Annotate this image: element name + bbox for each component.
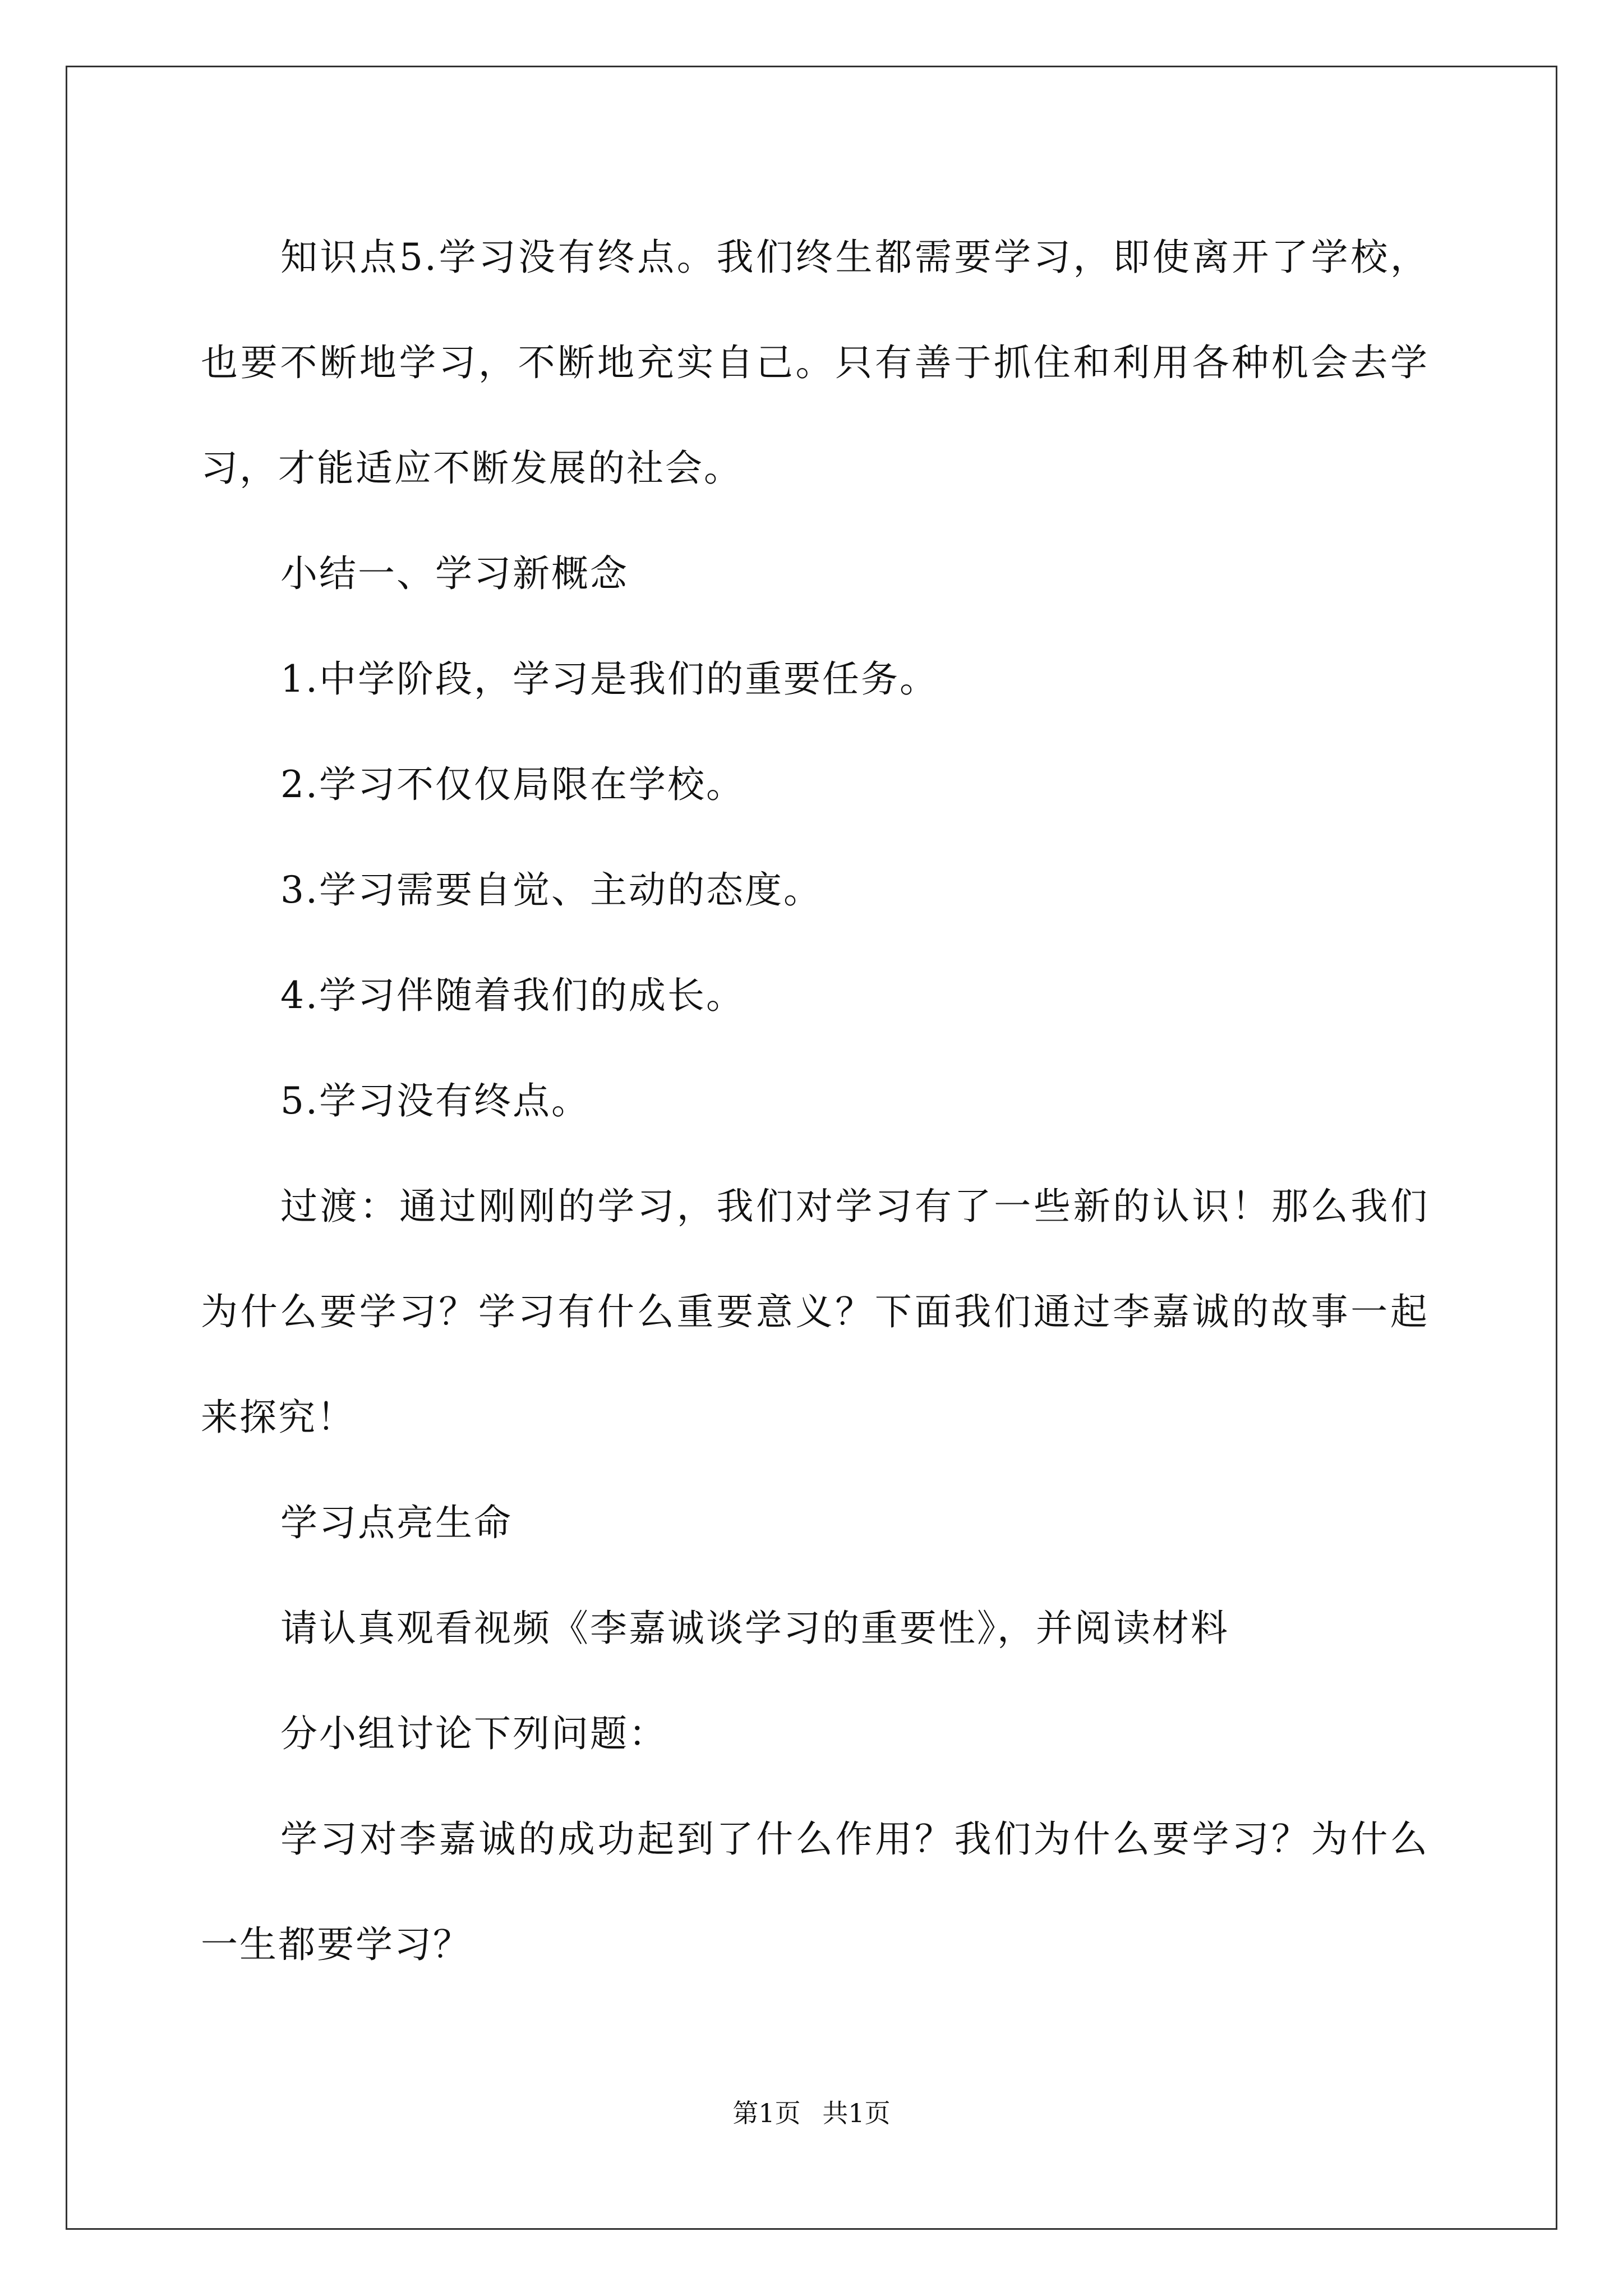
paragraph: 4.学习伴随着我们的成长。 bbox=[280, 974, 745, 1017]
paragraph: 2.学习不仅仅局限在学校。 bbox=[280, 763, 745, 806]
paragraph: 小结一、学习新概念 bbox=[280, 552, 629, 595]
paragraph: 1.中学阶段，学习是我们的重要任务。 bbox=[280, 657, 938, 701]
paragraph: 学习对李嘉诚的成功起到了什么作用？我们为什么要学习？为什么一生都要学习？ bbox=[201, 1818, 1429, 1966]
total-page-count: 共1页 bbox=[822, 2098, 891, 2128]
paragraph: 知识点5.学习没有终点。我们终生都需要学习，即使离开了学校，也要不断地学习，不断地充实自己。只有善于抓住和利用各种机会去学习，才能适应不断发展的社会。 bbox=[201, 236, 1429, 490]
paragraph: 过渡：通过刚刚的学习，我们对学习有了一些新的认识！那么我们为什么要学习？学习有什么重要意义？下面我们通过李嘉诚的故事一起来探究！ bbox=[201, 1185, 1429, 1439]
paragraph: 3.学习需要自觉、主动的态度。 bbox=[280, 868, 822, 912]
paragraph: 5.学习没有终点。 bbox=[280, 1079, 590, 1122]
page-footer bbox=[0, 2096, 1623, 2130]
paragraph: 分小组讨论下列问题： bbox=[280, 1712, 667, 1755]
document-body bbox=[201, 205, 1429, 1998]
paragraph: 请认真观看视频《李嘉诚谈学习的重要性》，并阅读材料 bbox=[280, 1607, 1229, 1650]
current-page-number: 第1页 bbox=[732, 2098, 801, 2128]
paragraph: 学习点亮生命 bbox=[280, 1501, 513, 1544]
